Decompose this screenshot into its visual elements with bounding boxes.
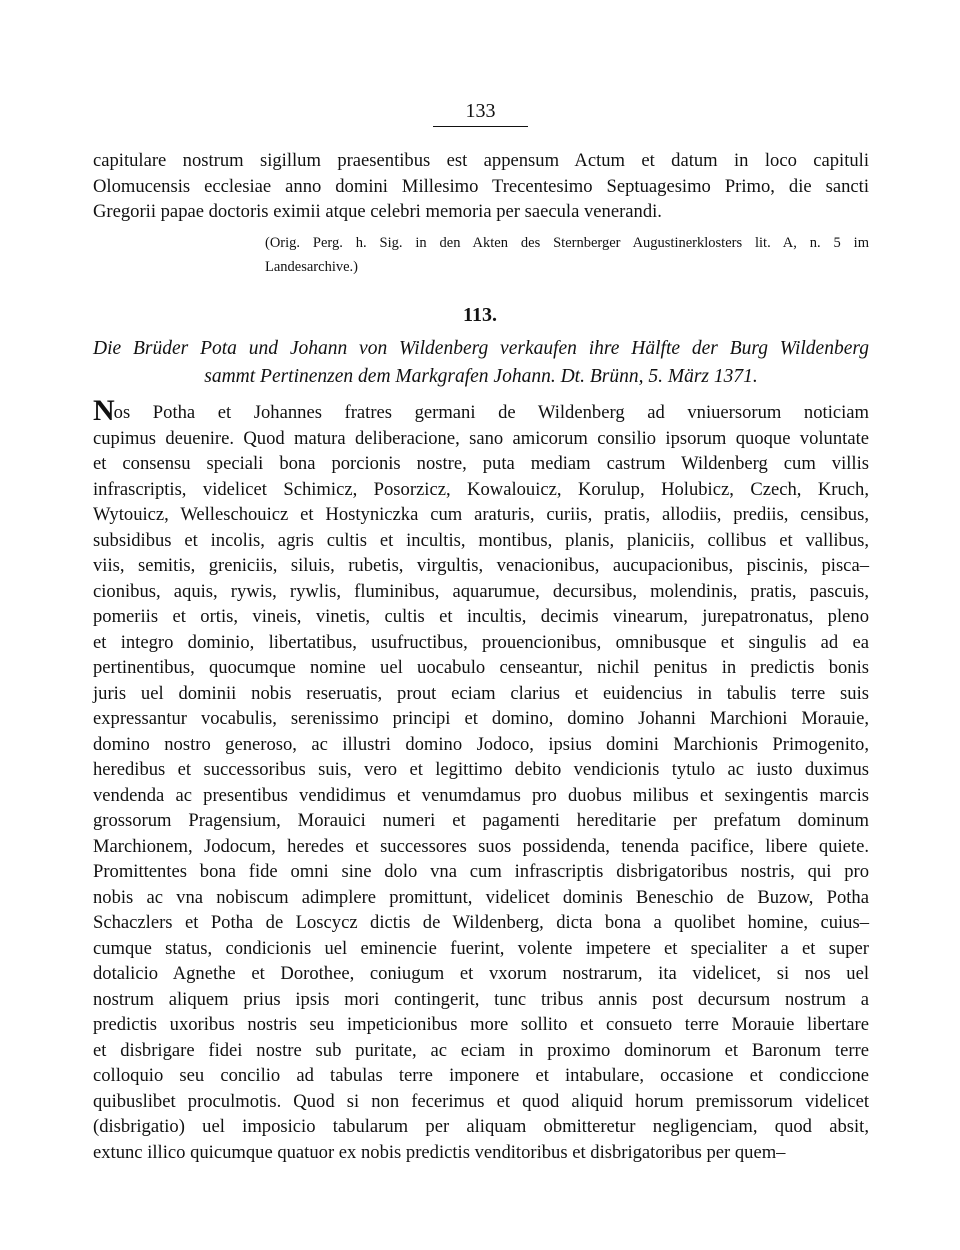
- charter-first-line-text: os Potha et Johannes fratres germani de Wildenberg ad vniuersorum noticiam: [113, 402, 869, 423]
- charter-title: [93, 335, 869, 391]
- text-line: pertinentibus, quocumque nomine uel uocabulo censeantur, nichil penitus in predictis bonis: [93, 657, 869, 678]
- charter-body: [93, 394, 869, 1165]
- text-line: quibuslibet proculmotis. Quod si non fecerimus et quod aliquid horum premissorum videlicet: [93, 1090, 869, 1112]
- text-line: dotalicio Agnethe et Dorothee, coniugum et vxorum nostrarum, ita videlicet, si nos uel: [93, 963, 869, 984]
- text-line: et consensu speciali bona porcionis nostre, puta mediam castrum Wildenberg cum villis: [93, 453, 869, 474]
- text-line: viis, semitis, greniciis, siluis, rubetis, virgultis, venacionibus, aucupacionibus, piscinis, pisca–: [93, 555, 869, 576]
- text-line: Promittentes bona fide omni sine dolo vna cum infrascriptis disbrigatoribus nostris, qui pro: [93, 861, 869, 882]
- text-line: Gregorii papae doctoris eximii atque celebri memoria per saecula venerandi.: [93, 201, 662, 222]
- text-line: grossorum Pragensium, Morauici numeri et pagamenti hereditarie per prefatum dominum: [93, 810, 869, 831]
- text-line: Schaczlers et Potha de Loscycz dictis de Wildenberg, dicta bona a quolibet homine, cuius–: [93, 912, 869, 933]
- text-line: capitulare nostrum sigillum praesentibus est appensum Actum et datum in loco capituli: [93, 150, 869, 171]
- text-line: heredibus et successoribus suis, vero et legittimo debito vendicionis tytulo ac iusto duximus: [93, 759, 869, 780]
- source-note-line: (Orig. Perg. h. Sig. in den Akten des Sternberger Augustinerklosters lit. A, n. 5 im: [265, 235, 869, 251]
- text-line: (disbrigatio) uel imposicio tabularum per aliquam obmitteretur negligenciam, quod absit,: [93, 1116, 869, 1137]
- charter-body-lines: [93, 426, 869, 1166]
- text-line: nobis ac vna nobiscum adimplere promittunt, videlicet dominis Beneschio de Buzow, Potha: [93, 886, 869, 908]
- charter-title-line: sammt Pertinenzen dem Markgrafen Johann. Dt. Brünn, 5. März 1371.: [204, 366, 758, 387]
- text-line: nostrum aliquem prius ipsis mori contingerit, tunc tribus annis post decursum nostrum a: [93, 988, 869, 1010]
- text-line: cionibus, aquis, rywis, rywlis, fluminibus, aquarumue, decursibus, molendinis, pratis, pascuis,: [93, 580, 869, 602]
- text-line: expressantur vocabulis, serenissimo principi et domino, domino Johanni Marchioni Morauie,: [93, 708, 869, 729]
- text-line: Marchionem, Jodocum, heredes et successores suos possidenda, tenenda pacifice, libere quiete.: [93, 835, 869, 857]
- source-note: [265, 231, 869, 279]
- text-line: subsidibus et incolis, agris cultis et incultis, montibus, planis, planiciis, collibus et vallibus,: [93, 529, 869, 551]
- drop-initial: N: [93, 394, 114, 427]
- text-line: cumque status, condicionis uel eminencie fuerint, volente impetere et specialiter a et super: [93, 937, 869, 959]
- page-number: 133: [433, 98, 528, 127]
- text-line: Olomucensis ecclesiae anno domini Millesimo Trecentesimo Septuagesimo Primo, die sancti: [93, 175, 869, 197]
- text-line: colloquio seu concilio ad tabulas terre imponere et intabulare, occasione et condiccione: [93, 1065, 869, 1086]
- text-line: et disbrigare fidei nostre sub puritate, ac eciam in proximo dominorum et Baronum terre: [93, 1039, 869, 1061]
- source-note-line: Landesarchive.): [265, 259, 358, 275]
- previous-paragraph: [93, 148, 869, 225]
- text-line: pomeriis et ortis, vineis, vinetis, cultis et incultis, decimis vinearum, jurepatronatus, pleno: [93, 606, 869, 627]
- text-line: cupimus deuenire. Quod matura deliberacione, sano amicorum consilio ipsorum quoque voluntate: [93, 427, 869, 449]
- charter-first-line: [93, 394, 869, 427]
- charter-title-line: Die Brüder Pota und Johann von Wildenberg verkaufen ihre Hälfte der Burg Wildenberg: [93, 338, 869, 359]
- charter-number: 113.: [463, 304, 497, 326]
- text-line: extunc illico quicumque quatuor ex nobis predictis venditoribus et disbrigatoribus per quem–: [93, 1141, 786, 1163]
- text-line: domino nostro generoso, ac illustri domino Jodoco, ipsius domini Marchionis Primogenito,: [93, 733, 869, 755]
- text-line: Wytouicz, Welleschouicz et Hostyniczka cum araturis, curiis, pratis, allodiis, prediis, censibus,: [93, 504, 869, 525]
- text-line: et integro dominio, libertatibus, usufructibus, prouencionibus, omnibusque et singulis ad ea: [93, 631, 869, 653]
- text-line: vendenda ac presentibus vendidimus et venumdamus pro duobus milibus et sexingentis marcis: [93, 784, 869, 806]
- text-line: infrascriptis, videlicet Schimicz, Posorzicz, Kowalouicz, Korulup, Holubicz, Czech, Kruch,: [93, 478, 869, 500]
- text-line: predictis uxoribus nostris seu impeticionibus more sollito et consueto terre Morauie libertare: [93, 1014, 869, 1035]
- text-line: juris uel dominii nobis reseruatis, prout eciam clarius et euidencius in tabulis terre suis: [93, 682, 869, 704]
